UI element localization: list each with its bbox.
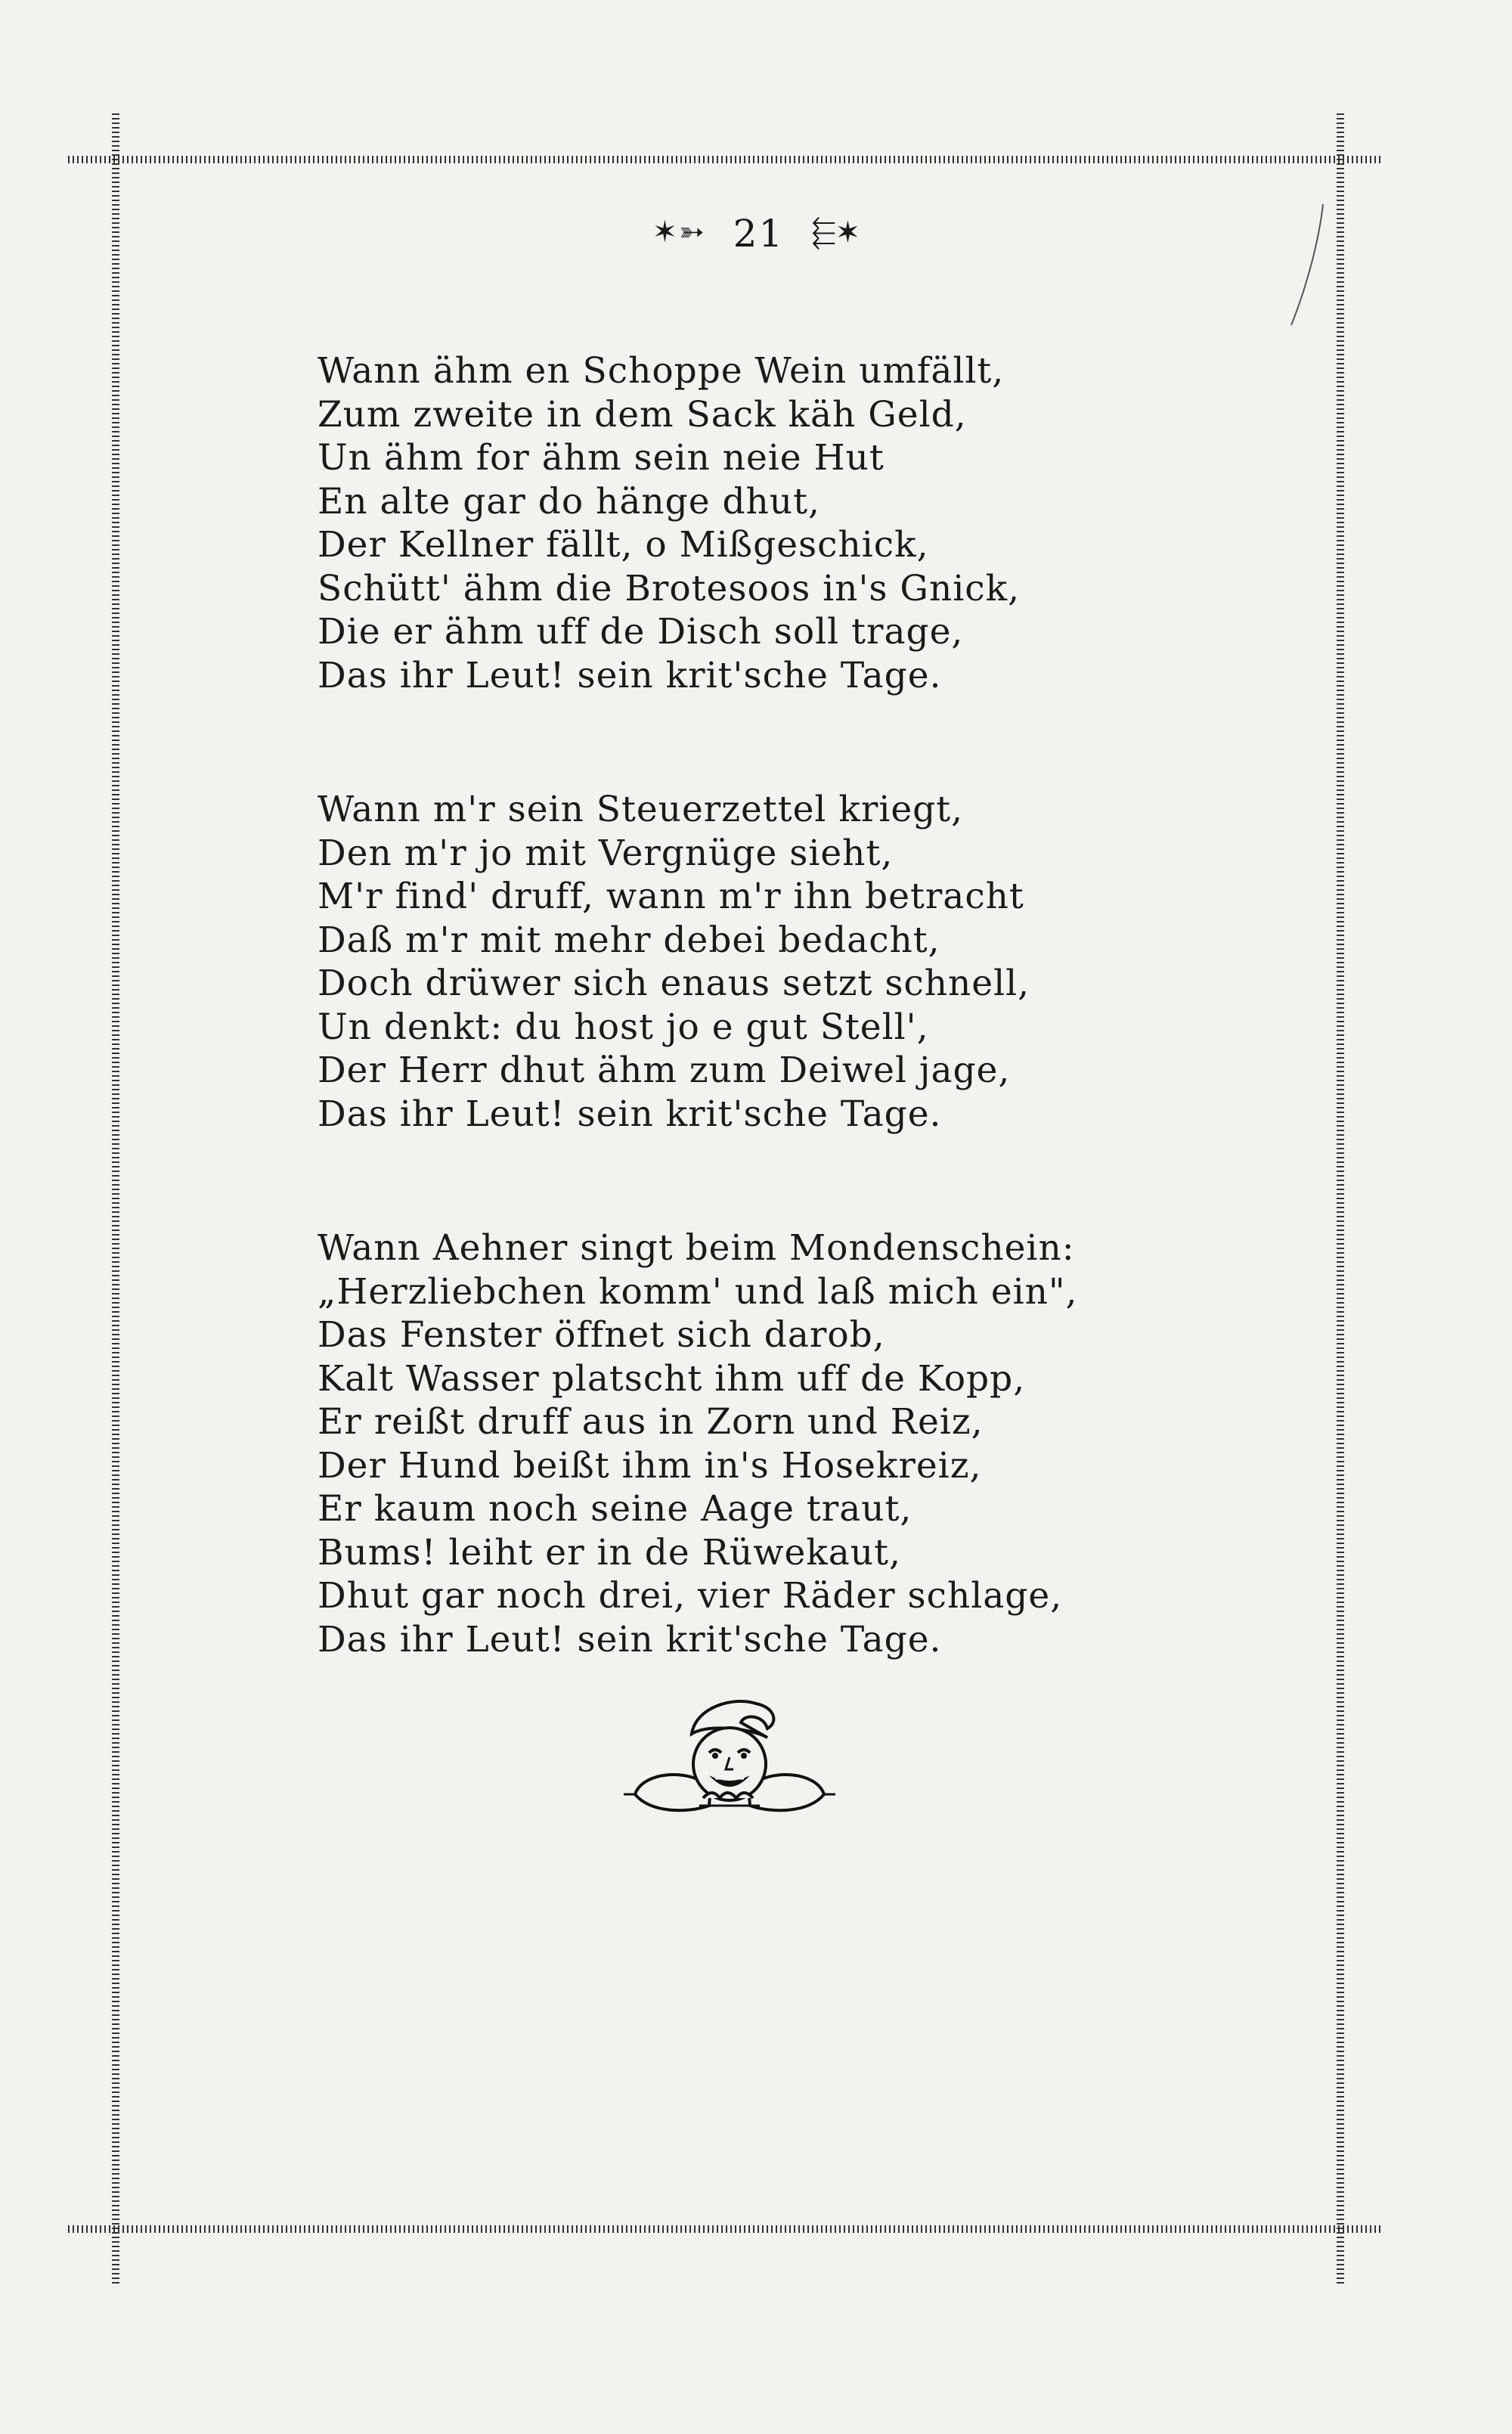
right-border-rule	[1337, 113, 1344, 2284]
verse-line: Der Hund beißt ihm in's Hosekreiz,	[318, 1444, 982, 1487]
verse-line: Den m'r jo mit Vergnüge sieht,	[318, 832, 894, 874]
verse-line: Daß m'r mit mehr debei bedacht,	[318, 919, 940, 961]
poem	[318, 349, 1078, 1752]
verse-line: Bums! leiht er in de Rüwekaut,	[318, 1531, 901, 1574]
verse-line: Schütt' ähm die Brotesoos in's Gnick,	[318, 567, 1021, 609]
verse-line: „Herzliebchen komm' und laß mich ein",	[318, 1270, 1078, 1313]
verse-line: Wann m'r sein Steuerzettel kriegt,	[318, 789, 964, 830]
verse-line: En alte gar do hänge dhut,	[318, 480, 820, 522]
left-border-rule	[112, 113, 119, 2284]
top-border-rule	[68, 156, 1383, 163]
verse-line: Un ähm for ähm sein neie Hut	[318, 437, 885, 479]
verse-line: Un denkt: du host jo e gut Stell',	[318, 1006, 929, 1048]
verse-line: Der Herr dhut ähm zum Deiwel jage,	[318, 1050, 1011, 1091]
verse-line: Das Fenster öffnet sich darob,	[318, 1314, 885, 1356]
verse-line: Das ihr Leut! sein krit'sche Tage.	[318, 1093, 942, 1135]
verse-line: Das ihr Leut! sein krit'sche Tage.	[318, 1618, 942, 1660]
verse-line: M'r find' druff, wann m'r ihn betracht	[318, 876, 1024, 917]
stanza-3	[318, 1226, 1078, 1661]
ornament-left-icon: ✶➳	[652, 215, 706, 250]
bottom-border-rule	[68, 2225, 1383, 2233]
pencil-mark-icon	[1285, 200, 1331, 329]
verse-line: Zum zweite in dem Sack käh Geld,	[318, 393, 967, 436]
verse-line: Er kaum noch seine Aage traut,	[318, 1488, 912, 1530]
verse-line: Doch drüwer sich enaus setzt schnell,	[318, 963, 1030, 1004]
verse-line: Das ihr Leut! sein krit'sche Tage.	[318, 654, 942, 696]
jester-face-icon	[620, 1692, 839, 1828]
verse-line: Kalt Wasser platscht ihm uff de Kopp,	[318, 1357, 1026, 1400]
verse-line: Wann Aehner singt beim Mondenschein:	[318, 1227, 1075, 1269]
verse-line: Wann ähm en Schoppe Wein umfällt,	[318, 350, 1005, 392]
verse-line: Er reißt druff aus in Zorn und Reiz,	[318, 1401, 984, 1443]
page-number: 21	[733, 212, 785, 256]
ornament-right-icon: ⬱✶	[811, 215, 860, 250]
verse-line: Dhut gar noch drei, vier Räder schlage,	[318, 1575, 1063, 1617]
verse-line: Die er ähm uff de Disch soll trage,	[318, 611, 964, 653]
stanza-2	[318, 788, 1074, 1136]
stanza-1	[318, 349, 1074, 697]
verse-line: Der Kellner fällt, o Mißgeschick,	[318, 524, 929, 566]
